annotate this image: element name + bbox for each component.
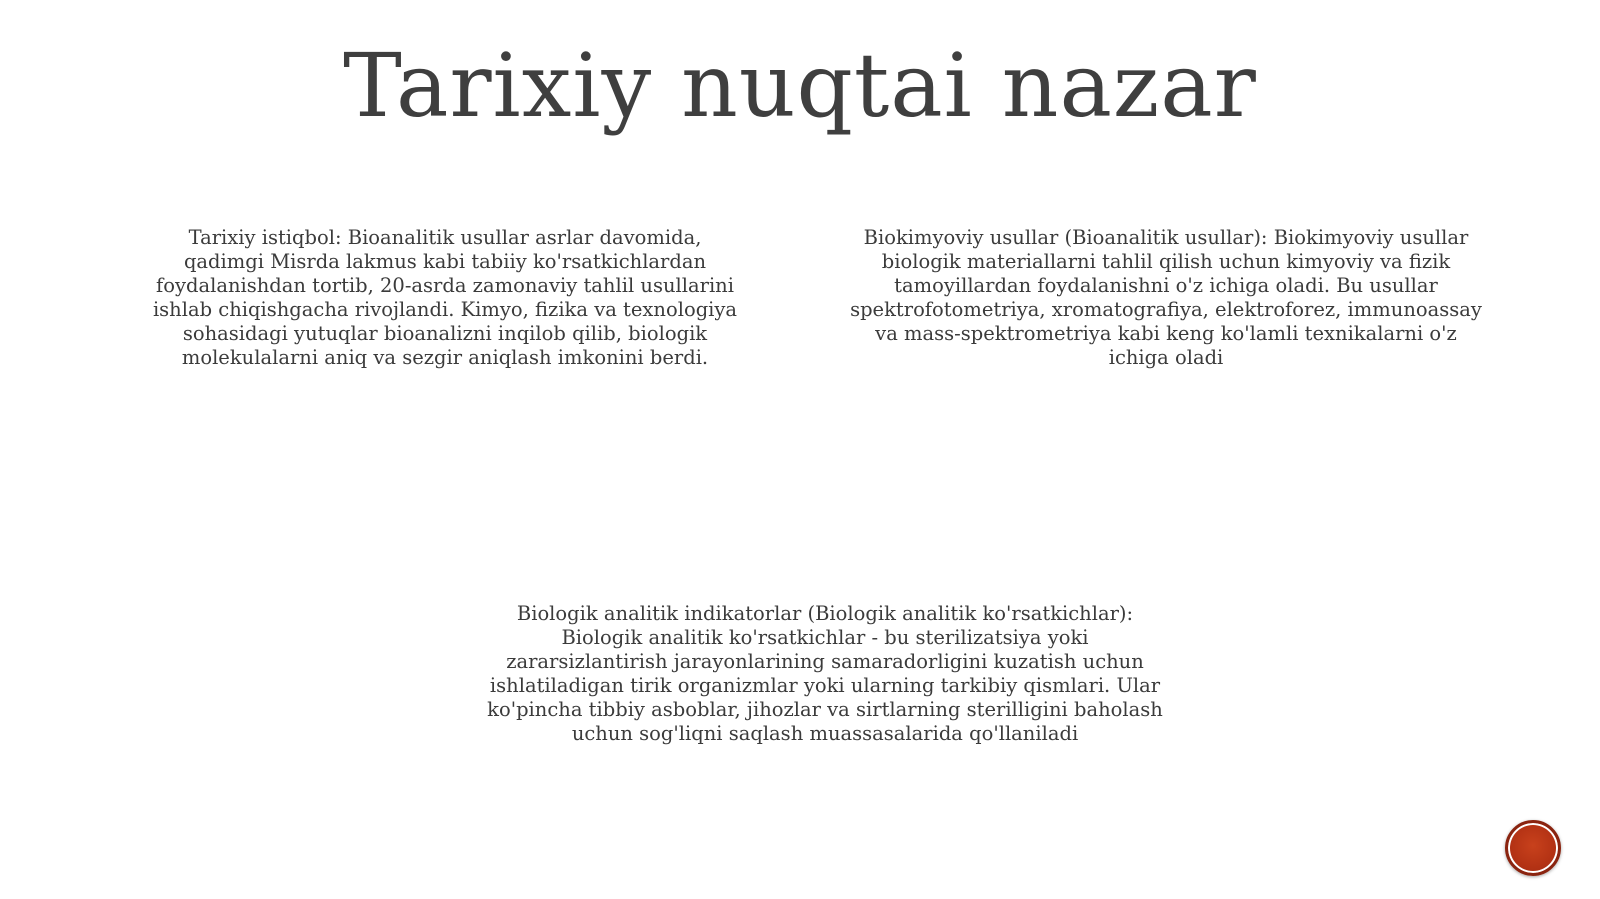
paragraph-historical-perspective: Tarixiy istiqbol: Bioanalitik usullar asrlar davomida, qadimgi Misrda lakmus kabi tabiiy ko'rsatkichlardan foydalanishdan tortib, 20-asrda zamonaviy tahlil usullarini ishlab chiqishgacha rivojlandi. Kimyo, fizika va texnologiya sohasidagi yutuqlar bioanalizni inqilob qilib, biologik molekulalarni aniq va sezgir aniqlash imkonini berdi. [152,226,738,369]
slide-title: Tarixiy nuqtai nazar [343,34,1257,137]
paragraph-biochemical-methods: Biokimyoviy usullar (Bioanalitik usullar): Biokimyoviy usullar biologik materiallarni tahlil qilish uchun kimyoviy va fizik tamoyillardan foydalanishni o'z ichiga oladi. Bu usullar spektrofotometriya, xromatografiya, elektroforez, immunoassay va mass-spektrometriya kabi keng ko'lamli texnikalarni o'z ichiga oladi [850,226,1482,369]
circle-button-icon[interactable] [1505,820,1561,876]
paragraph-biological-indicators: Biologik analitik indikatorlar (Biologik analitik ko'rsatkichlar): Biologik analitik ko'rsatkichlar - bu sterilizatsiya yoki zararsizlantirish jarayonlarining samaradorligini kuzatish uchun ishlatiladigan tirik organizmlar yoki ularning tarkibiy qismlari. Ular ko'pincha tibbiy asboblar, jihozlar va sirtlarning sterilligini baholash uchun sog'liqni saqlash muassasalarida qo'llaniladi [487,602,1163,745]
